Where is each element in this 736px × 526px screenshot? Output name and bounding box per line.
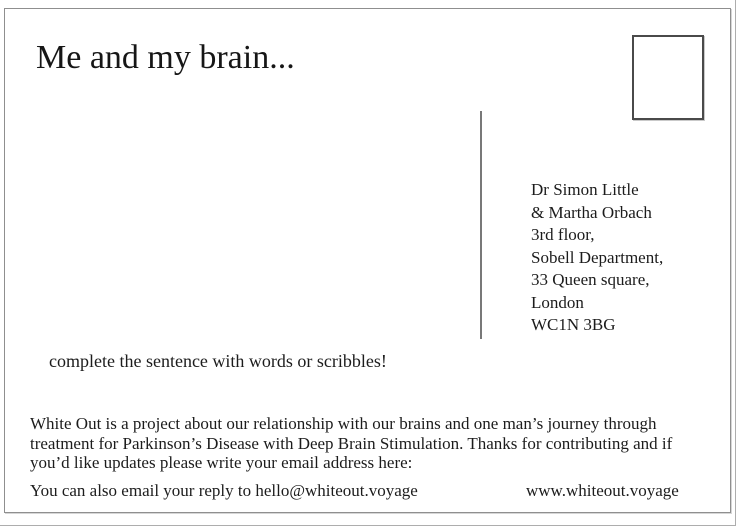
stamp-box bbox=[632, 35, 704, 120]
address-line: Sobell Department, bbox=[531, 247, 664, 267]
postcard bbox=[4, 8, 731, 513]
address-line: Dr Simon Little bbox=[531, 180, 639, 199]
sentence-prompt: complete the sentence with words or scribbles! bbox=[49, 351, 387, 371]
website-url: www.whiteout.voyage bbox=[526, 481, 679, 500]
address-divider-line bbox=[480, 111, 482, 339]
project-description-line: White Out is a project about our relationship with our brains and one man’s journey through bbox=[30, 414, 657, 433]
address-line: 3rd floor, bbox=[531, 225, 595, 244]
address-line: & Martha Orbach bbox=[531, 202, 652, 222]
address-line: WC1N 3BG bbox=[531, 315, 616, 334]
address-line: 33 Queen square, bbox=[531, 270, 650, 289]
project-description-line: treatment for Parkinson’s Disease with Deep Brain Stimulation. Thanks for contributing and if bbox=[30, 433, 673, 453]
recipient-address bbox=[531, 179, 663, 337]
address-line: London bbox=[531, 292, 584, 312]
project-description bbox=[30, 414, 672, 473]
postcard-title: Me and my brain... bbox=[36, 39, 295, 76]
email-reply-note: You can also email your reply to hello@whiteout.voyage bbox=[30, 481, 418, 500]
project-description-line: you’d like updates please write your email address here: bbox=[30, 453, 413, 472]
